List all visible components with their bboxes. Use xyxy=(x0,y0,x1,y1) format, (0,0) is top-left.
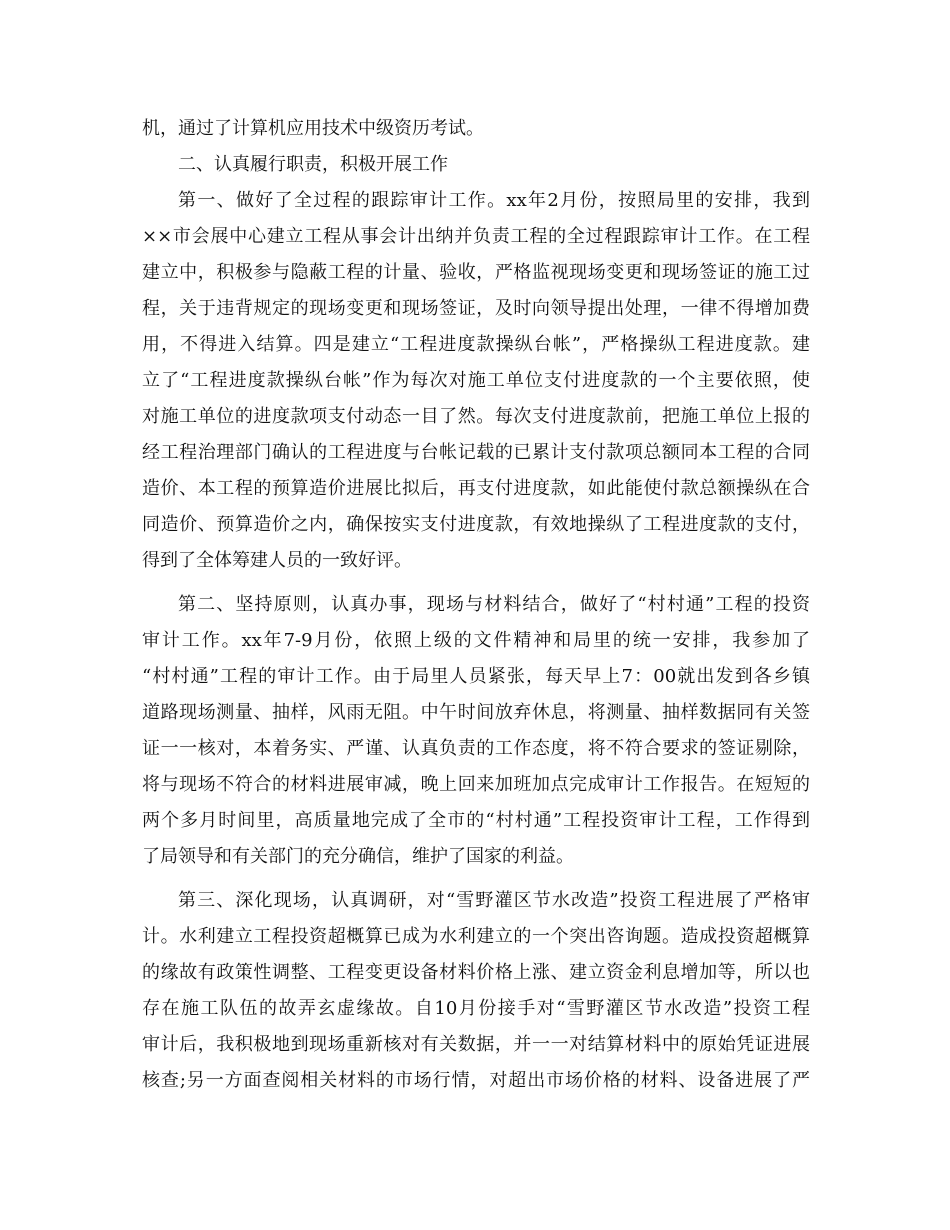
paragraph-line: ××市会展中心建立工程从事会计出纳并负责工程的全过程跟踪审计工作。在工程 xyxy=(142,226,810,247)
paragraph-line: 立了“工程进度款操纵台帐”作为每次对施工单位支付进度款的一个主要依照，使 xyxy=(142,370,810,391)
document-body xyxy=(142,111,810,1099)
paragraph-line: 经工程治理部门确认的工程进度与台帐记载的已累计支付款项总额同本工程的合同 xyxy=(142,442,810,463)
paragraph-line: 同造价、预算造价之内，确保按实支付进度款，有效地操纵了工程进度款的支付， xyxy=(142,514,810,535)
paragraph-line: 得到了全体筹建人员的一致好评。 xyxy=(142,550,412,571)
paragraph-line: 第三、深化现场，认真调研，对“雪野灌区节水改造”投资工程进展了严格审 xyxy=(178,890,810,911)
paragraph-line: 审计后，我积极地到现场重新核对有关数据，并一一对结算材料中的原始凭证进展 xyxy=(142,1034,810,1055)
paragraph-line: 建立中，积极参与隐蔽工程的计量、验收，严格监视现场变更和现场签证的施工过 xyxy=(142,262,810,283)
paragraph-line: “村村通”工程的审计工作。由于局里人员紧张，每天早上7：00就出发到各乡镇 xyxy=(142,666,810,687)
paragraph-line: 将与现场不符合的材料进展审减，晚上回来加班加点完成审计工作报告。在短短的 xyxy=(142,774,810,795)
paragraph-line: 程，关于违背规定的现场变更和现场签证，及时向领导提出处理，一律不得增加费 xyxy=(142,298,810,319)
paragraph-line: 用，不得进入结算。四是建立“工程进度款操纵台帐”，严格操纵工程进度款。建 xyxy=(142,334,810,355)
paragraph-line: 两个多月时间里，高质量地完成了全市的“村村通”工程投资审计工程，工作得到 xyxy=(142,810,810,831)
paragraph-line: 道路现场测量、抽样，风雨无阻。中午时间放弃休息，将测量、抽样数据同有关签 xyxy=(142,702,810,723)
paragraph-line: 的缘故有政策性调整、工程变更设备材料价格上涨、建立资金利息增加等，所以也 xyxy=(142,962,810,983)
paragraph-line: 机，通过了计算机应用技术中级资历考试。 xyxy=(142,118,484,139)
paragraph-line: 证一一核对，本着务实、严谨、认真负责的工作态度，将不符合要求的签证剔除， xyxy=(142,738,810,759)
paragraph-line: 第二、坚持原则，认真办事，现场与材料结合，做好了“村村通”工程的投资 xyxy=(178,594,810,615)
paragraph-line: 了局领导和有关部门的充分确信，维护了国家的利益。 xyxy=(142,846,574,867)
paragraph-line: 计。水利建立工程投资超概算已成为水利建立的一个突出咨询题。造成投资超概算 xyxy=(142,926,810,947)
paragraph-line: 核查;另一方面查阅相关材料的市场行情，对超出市场价格的材料、设备进展了严 xyxy=(142,1070,810,1091)
paragraph-line: 对施工单位的进度款项支付动态一目了然。每次支付进度款前，把施工单位上报的 xyxy=(142,406,810,427)
paragraph-line: 造价、本工程的预算造价进展比拟后，再支付进度款，如此能使付款总额操纵在合 xyxy=(142,478,810,499)
section-heading: 二、认真履行职责，积极开展工作 xyxy=(178,154,448,175)
paragraph-line: 第一、做好了全过程的跟踪审计工作。xx年2月份，按照局里的安排，我到 xyxy=(178,190,810,211)
paragraph-line: 存在施工队伍的故弄玄虚缘故。自10月份接手对“雪野灌区节水改造”投资工程 xyxy=(142,998,810,1019)
paragraph-line: 审计工作。xx年7-9月份，依照上级的文件精神和局里的统一安排，我参加了 xyxy=(142,630,810,651)
